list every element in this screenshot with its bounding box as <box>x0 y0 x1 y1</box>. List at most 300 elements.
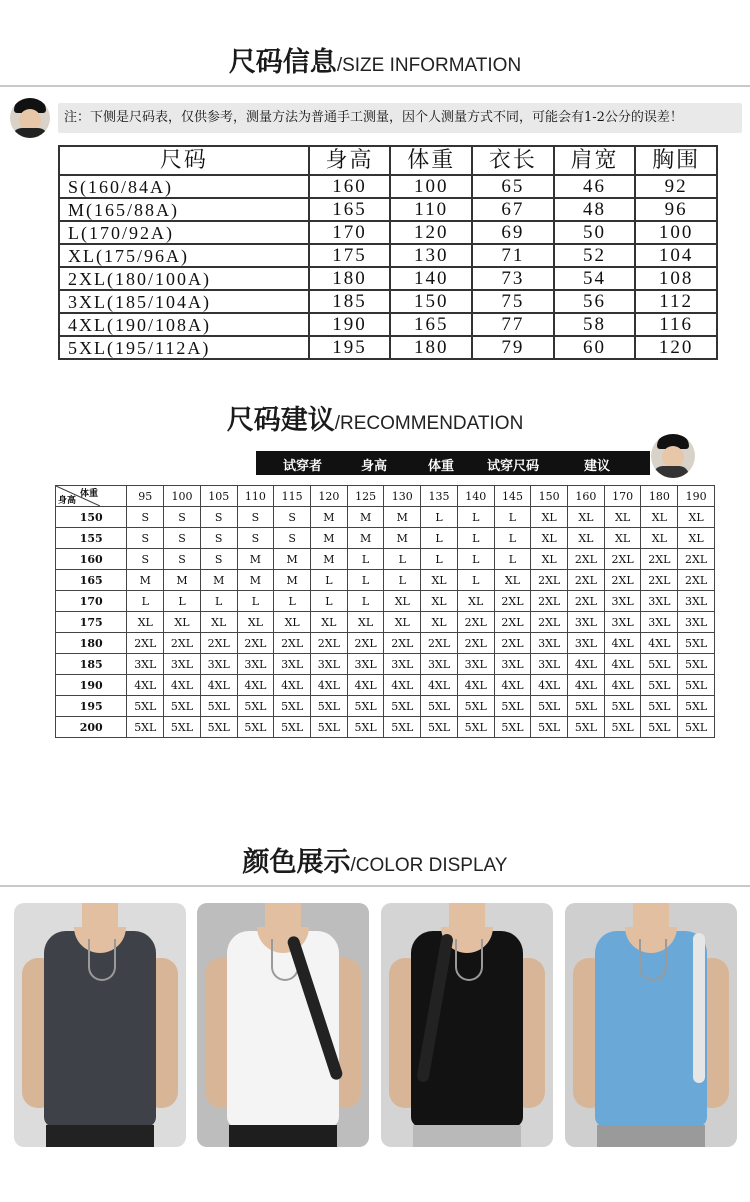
table-row <box>56 549 715 570</box>
size-value-cell: 60 <box>554 336 636 359</box>
recommended-size-cell: 5XL <box>164 696 201 717</box>
recommended-size-cell: 5XL <box>237 717 274 738</box>
height-header-cell: 190 <box>56 675 127 696</box>
recommended-size-cell: S <box>127 528 164 549</box>
color-display-title-cn: 颜色展示 <box>242 847 351 878</box>
recommended-size-cell: 5XL <box>568 696 605 717</box>
size-value-cell: 75 <box>472 290 554 313</box>
recommended-size-cell: L <box>164 591 201 612</box>
size-value-cell: 56 <box>554 290 636 313</box>
weight-header-cell: 110 <box>237 486 274 507</box>
recommended-size-cell: 2XL <box>494 591 531 612</box>
size-label-cell: XL(175/96A) <box>59 244 309 267</box>
recommended-size-cell: 5XL <box>457 696 494 717</box>
recommended-size-cell: XL <box>678 528 715 549</box>
size-label-cell: M(165/88A) <box>59 198 309 221</box>
recommendation-header-row <box>56 486 715 507</box>
shirt-shape <box>12 128 48 138</box>
recommended-size-cell: XL <box>531 507 568 528</box>
size-value-cell: 190 <box>309 313 391 336</box>
recommended-size-cell: M <box>274 549 311 570</box>
size-value-cell: 67 <box>472 198 554 221</box>
recommended-size-cell: L <box>457 570 494 591</box>
recommended-size-cell: 4XL <box>531 675 568 696</box>
recommended-size-cell: S <box>164 528 201 549</box>
recommendation-title <box>0 398 750 437</box>
recommended-size-cell: XL <box>641 528 678 549</box>
recommended-size-cell: 4XL <box>274 675 311 696</box>
recommended-size-cell: XL <box>421 570 458 591</box>
table-row <box>56 570 715 591</box>
recommended-size-cell: XL <box>237 612 274 633</box>
recommended-size-cell: 3XL <box>641 612 678 633</box>
table-row <box>59 244 717 267</box>
recommended-size-cell: L <box>421 528 458 549</box>
recommended-size-cell: 3XL <box>678 591 715 612</box>
height-header-cell: 160 <box>56 549 127 570</box>
size-value-cell: 104 <box>635 244 717 267</box>
recommended-size-cell: 4XL <box>604 654 641 675</box>
size-value-cell: 65 <box>472 175 554 198</box>
table-row <box>56 675 715 696</box>
recommended-size-cell: 5XL <box>641 654 678 675</box>
table-row <box>56 717 715 738</box>
table-row <box>56 696 715 717</box>
weight-header-cell: 115 <box>274 486 311 507</box>
recommended-size-cell: 4XL <box>421 675 458 696</box>
recommended-size-cell: L <box>347 591 384 612</box>
recommended-size-cell: 3XL <box>274 654 311 675</box>
recommended-size-cell: 5XL <box>237 696 274 717</box>
recommended-size-cell: XL <box>678 507 715 528</box>
recommended-size-cell: 2XL <box>274 633 311 654</box>
recommended-size-cell: XL <box>164 612 201 633</box>
recommended-size-cell: 5XL <box>311 696 348 717</box>
size-value-cell: 73 <box>472 267 554 290</box>
necklace-shape <box>455 939 483 981</box>
recommended-size-cell: XL <box>457 591 494 612</box>
weight-header-cell: 130 <box>384 486 421 507</box>
recommended-size-cell: 5XL <box>274 717 311 738</box>
weight-header-cell: 100 <box>164 486 201 507</box>
recommended-size-cell: L <box>457 549 494 570</box>
weight-header-cell: 170 <box>604 486 641 507</box>
size-table-header-cell: 胸围 <box>635 146 717 175</box>
recommended-size-cell: 2XL <box>531 612 568 633</box>
height-header-cell: 195 <box>56 696 127 717</box>
weight-header-cell: 160 <box>568 486 605 507</box>
recommended-size-cell: XL <box>568 507 605 528</box>
recommended-size-cell: L <box>384 549 421 570</box>
size-value-cell: 130 <box>390 244 472 267</box>
recommended-size-cell: 5XL <box>421 696 458 717</box>
recommended-size-cell: 3XL <box>457 654 494 675</box>
recommended-size-cell: L <box>421 549 458 570</box>
recommended-size-cell: 2XL <box>678 570 715 591</box>
note-strip <box>10 96 742 140</box>
bar-label-suggestion: 建议 <box>584 459 611 474</box>
necklace-shape <box>88 939 116 981</box>
recommended-size-cell: 2XL <box>568 549 605 570</box>
recommended-size-cell: 5XL <box>678 696 715 717</box>
recommended-size-cell: S <box>164 549 201 570</box>
recommended-size-cell: 4XL <box>200 675 237 696</box>
recommended-size-cell: 4XL <box>604 633 641 654</box>
recommended-size-cell: 5XL <box>127 717 164 738</box>
recommended-size-cell: S <box>200 528 237 549</box>
recommended-size-cell: S <box>127 549 164 570</box>
recommended-size-cell: 5XL <box>494 717 531 738</box>
divider <box>0 885 750 887</box>
recommended-size-cell: L <box>347 570 384 591</box>
weight-header-cell: 125 <box>347 486 384 507</box>
weight-header-cell: 105 <box>200 486 237 507</box>
size-value-cell: 195 <box>309 336 391 359</box>
recommended-size-cell: XL <box>311 612 348 633</box>
recommended-size-cell: 5XL <box>641 675 678 696</box>
color-display-title <box>0 840 750 879</box>
recommended-size-cell: XL <box>604 528 641 549</box>
recommended-size-cell: 5XL <box>200 717 237 738</box>
size-value-cell: 108 <box>635 267 717 290</box>
recommendation-table-body <box>56 507 715 738</box>
face-shape <box>662 446 684 468</box>
recommended-size-cell: 4XL <box>127 675 164 696</box>
size-table-header-cell: 肩宽 <box>554 146 636 175</box>
recommended-size-cell: 5XL <box>568 717 605 738</box>
recommended-size-cell: 5XL <box>641 696 678 717</box>
recommended-size-cell: 4XL <box>568 654 605 675</box>
size-table-header-cell: 衣长 <box>472 146 554 175</box>
size-value-cell: 175 <box>309 244 391 267</box>
recommended-size-cell: 2XL <box>568 591 605 612</box>
recommended-size-cell: XL <box>200 612 237 633</box>
recommended-size-cell: 3XL <box>641 591 678 612</box>
size-label-cell: 2XL(180/100A) <box>59 267 309 290</box>
note-text: 注：下侧是尺码表，仅供参考，测量方法为普通手工测量，因个人测量方式不同，可能会有1-2公分的误差！ <box>58 103 742 133</box>
size-table-header-cell: 身高 <box>309 146 391 175</box>
bar-label-tester: 试穿者 <box>283 459 323 474</box>
shirt-shape <box>653 466 689 478</box>
weight-header-cell: 95 <box>127 486 164 507</box>
height-header-cell: 150 <box>56 507 127 528</box>
size-value-cell: 160 <box>309 175 391 198</box>
recommended-size-cell: XL <box>384 591 421 612</box>
size-value-cell: 71 <box>472 244 554 267</box>
color-photo[interactable] <box>14 903 186 1147</box>
table-row <box>59 336 717 359</box>
recommended-size-cell: L <box>494 549 531 570</box>
size-value-cell: 165 <box>390 313 472 336</box>
recommended-size-cell: 2XL <box>568 570 605 591</box>
pants-shape <box>413 1125 521 1147</box>
recommended-size-cell: XL <box>531 528 568 549</box>
size-label-cell: S(160/84A) <box>59 175 309 198</box>
recommended-size-cell: M <box>274 570 311 591</box>
bar-label-height: 身高 <box>361 459 388 474</box>
recommended-size-cell: 2XL <box>164 633 201 654</box>
recommended-size-cell: 4XL <box>641 633 678 654</box>
size-table-header-cell: 尺码 <box>59 146 309 175</box>
recommended-size-cell: M <box>384 528 421 549</box>
table-row <box>56 507 715 528</box>
size-table <box>58 145 718 360</box>
size-value-cell: 116 <box>635 313 717 336</box>
weight-header-cell: 145 <box>494 486 531 507</box>
recommended-size-cell: L <box>274 591 311 612</box>
recommended-size-cell: 2XL <box>641 549 678 570</box>
recommended-size-cell: 5XL <box>641 717 678 738</box>
table-row <box>59 221 717 244</box>
recommended-size-cell: 3XL <box>494 654 531 675</box>
table-row <box>56 654 715 675</box>
size-value-cell: 140 <box>390 267 472 290</box>
size-value-cell: 46 <box>554 175 636 198</box>
size-value-cell: 100 <box>635 221 717 244</box>
recommendation-header-bar <box>256 451 650 475</box>
recommended-size-cell: M <box>237 549 274 570</box>
recommended-size-cell: 2XL <box>604 549 641 570</box>
recommended-size-cell: M <box>127 570 164 591</box>
recommended-size-cell: M <box>164 570 201 591</box>
recommended-size-cell: L <box>237 591 274 612</box>
recommended-size-cell: XL <box>421 591 458 612</box>
recommended-size-cell: M <box>311 507 348 528</box>
recommended-size-cell: 3XL <box>164 654 201 675</box>
size-value-cell: 165 <box>309 198 391 221</box>
weight-header-cell: 150 <box>531 486 568 507</box>
recommended-size-cell: 2XL <box>494 633 531 654</box>
recommended-size-cell: 3XL <box>384 654 421 675</box>
size-label-cell: 5XL(195/112A) <box>59 336 309 359</box>
pants-shape <box>46 1125 154 1147</box>
weight-header-cell: 140 <box>457 486 494 507</box>
corner-height-label: 身高 <box>58 496 77 506</box>
color-photo[interactable] <box>197 903 369 1147</box>
recommended-size-cell: 4XL <box>384 675 421 696</box>
weight-header-cell: 135 <box>421 486 458 507</box>
divider <box>0 85 750 87</box>
recommended-size-cell: 4XL <box>347 675 384 696</box>
recommended-size-cell: 2XL <box>678 549 715 570</box>
recommended-size-cell: L <box>127 591 164 612</box>
corner-cell <box>56 486 127 507</box>
size-table-header-cell: 体重 <box>390 146 472 175</box>
recommended-size-cell: 4XL <box>237 675 274 696</box>
recommended-size-cell: XL <box>568 528 605 549</box>
pants-shape <box>229 1125 337 1147</box>
recommended-size-cell: S <box>274 528 311 549</box>
recommendation-table <box>55 485 715 738</box>
recommended-size-cell: 2XL <box>200 633 237 654</box>
size-value-cell: 150 <box>390 290 472 313</box>
recommended-size-cell: M <box>384 507 421 528</box>
size-value-cell: 180 <box>390 336 472 359</box>
recommended-size-cell: 3XL <box>127 654 164 675</box>
recommended-size-cell: 3XL <box>421 654 458 675</box>
size-value-cell: 185 <box>309 290 391 313</box>
recommended-size-cell: S <box>237 507 274 528</box>
recommended-size-cell: 5XL <box>494 696 531 717</box>
recommended-size-cell: S <box>200 549 237 570</box>
recommended-size-cell: M <box>347 528 384 549</box>
recommended-size-cell: 5XL <box>200 696 237 717</box>
recommended-size-cell: 4XL <box>494 675 531 696</box>
recommended-size-cell: L <box>311 570 348 591</box>
recommended-size-cell: XL <box>604 507 641 528</box>
recommended-size-cell: M <box>200 570 237 591</box>
size-value-cell: 58 <box>554 313 636 336</box>
size-value-cell: 120 <box>390 221 472 244</box>
table-row <box>59 313 717 336</box>
recommended-size-cell: 3XL <box>200 654 237 675</box>
size-value-cell: 96 <box>635 198 717 221</box>
recommendation-title-cn: 尺码建议 <box>226 405 335 436</box>
table-row <box>56 612 715 633</box>
size-label-cell: 4XL(190/108A) <box>59 313 309 336</box>
size-value-cell: 50 <box>554 221 636 244</box>
recommended-size-cell: S <box>127 507 164 528</box>
recommended-size-cell: XL <box>384 612 421 633</box>
table-row <box>56 528 715 549</box>
recommended-size-cell: 5XL <box>421 717 458 738</box>
weight-header-cell: 180 <box>641 486 678 507</box>
recommended-size-cell: L <box>457 528 494 549</box>
avatar <box>651 434 695 478</box>
recommended-size-cell: 2XL <box>311 633 348 654</box>
recommended-size-cell: 5XL <box>384 717 421 738</box>
size-label-cell: L(170/92A) <box>59 221 309 244</box>
recommended-size-cell: 4XL <box>568 675 605 696</box>
height-header-cell: 200 <box>56 717 127 738</box>
size-value-cell: 170 <box>309 221 391 244</box>
recommended-size-cell: S <box>200 507 237 528</box>
necklace-shape <box>639 939 667 981</box>
recommended-size-cell: XL <box>641 507 678 528</box>
recommended-size-cell: 3XL <box>531 654 568 675</box>
recommended-size-cell: 3XL <box>568 633 605 654</box>
recommended-size-cell: 3XL <box>347 654 384 675</box>
recommended-size-cell: M <box>311 549 348 570</box>
recommended-size-cell: 2XL <box>127 633 164 654</box>
recommended-size-cell: 2XL <box>421 633 458 654</box>
recommended-size-cell: M <box>347 507 384 528</box>
recommended-size-cell: XL <box>531 549 568 570</box>
recommended-size-cell: 2XL <box>237 633 274 654</box>
recommended-size-cell: L <box>457 507 494 528</box>
weight-header-cell: 190 <box>678 486 715 507</box>
table-row <box>59 267 717 290</box>
recommended-size-cell: L <box>494 507 531 528</box>
recommended-size-cell: M <box>237 570 274 591</box>
recommended-size-cell: 3XL <box>604 612 641 633</box>
size-value-cell: 69 <box>472 221 554 244</box>
bar-label-tried-size: 试穿尺码 <box>487 459 540 474</box>
recommendation-title-en: /RECOMMENDATION <box>334 413 524 434</box>
avatar <box>10 98 50 138</box>
recommended-size-cell: 5XL <box>678 675 715 696</box>
recommended-size-cell: 5XL <box>604 717 641 738</box>
size-value-cell: 110 <box>390 198 472 221</box>
recommended-size-cell: 4XL <box>164 675 201 696</box>
size-value-cell: 48 <box>554 198 636 221</box>
backpack-strap-shape <box>693 933 705 1083</box>
recommended-size-cell: 2XL <box>347 633 384 654</box>
size-value-cell: 52 <box>554 244 636 267</box>
recommended-size-cell: 2XL <box>604 570 641 591</box>
recommended-size-cell: 4XL <box>604 675 641 696</box>
size-info-title-en: /SIZE INFORMATION <box>336 55 522 76</box>
bar-label-weight: 体重 <box>428 459 455 474</box>
recommended-size-cell: 3XL <box>311 654 348 675</box>
recommended-size-cell: 5XL <box>347 696 384 717</box>
recommended-size-cell: 2XL <box>531 570 568 591</box>
table-row <box>59 175 717 198</box>
size-table-body <box>59 175 717 359</box>
size-value-cell: 112 <box>635 290 717 313</box>
recommended-size-cell: L <box>384 570 421 591</box>
recommended-size-cell: 3XL <box>604 591 641 612</box>
recommended-size-cell: S <box>164 507 201 528</box>
recommended-size-cell: 5XL <box>457 717 494 738</box>
recommended-size-cell: 5XL <box>274 696 311 717</box>
recommended-size-cell: 5XL <box>604 696 641 717</box>
recommended-size-cell: 4XL <box>457 675 494 696</box>
recommended-size-cell: 2XL <box>531 591 568 612</box>
recommended-size-cell: 5XL <box>678 654 715 675</box>
recommended-size-cell: 3XL <box>237 654 274 675</box>
table-row <box>56 591 715 612</box>
recommended-size-cell: 3XL <box>678 612 715 633</box>
recommended-size-cell: XL <box>274 612 311 633</box>
weight-header-cell: 120 <box>311 486 348 507</box>
recommended-size-cell: S <box>237 528 274 549</box>
table-row <box>56 633 715 654</box>
color-photo[interactable] <box>565 903 737 1147</box>
color-photo[interactable] <box>381 903 553 1147</box>
color-photos <box>14 903 734 1147</box>
height-header-cell: 185 <box>56 654 127 675</box>
recommended-size-cell: XL <box>127 612 164 633</box>
color-display-title-en: /COLOR DISPLAY <box>350 855 508 876</box>
recommended-size-cell: 5XL <box>311 717 348 738</box>
recommended-size-cell: XL <box>494 570 531 591</box>
recommended-size-cell: 4XL <box>311 675 348 696</box>
recommended-size-cell: 5XL <box>531 696 568 717</box>
size-value-cell: 180 <box>309 267 391 290</box>
height-header-cell: 165 <box>56 570 127 591</box>
recommended-size-cell: S <box>274 507 311 528</box>
recommended-size-cell: 5XL <box>347 717 384 738</box>
recommended-size-cell: XL <box>347 612 384 633</box>
recommended-size-cell: 5XL <box>384 696 421 717</box>
diagonal-header <box>56 486 100 506</box>
recommended-size-cell: 5XL <box>678 633 715 654</box>
recommended-size-cell: L <box>494 528 531 549</box>
height-header-cell: 170 <box>56 591 127 612</box>
size-value-cell: 77 <box>472 313 554 336</box>
recommended-size-cell: 2XL <box>641 570 678 591</box>
recommended-size-cell: L <box>421 507 458 528</box>
recommended-size-cell: L <box>200 591 237 612</box>
size-value-cell: 100 <box>390 175 472 198</box>
height-header-cell: 155 <box>56 528 127 549</box>
recommended-size-cell: M <box>311 528 348 549</box>
recommended-size-cell: 2XL <box>384 633 421 654</box>
size-info-title <box>0 40 750 79</box>
height-header-cell: 180 <box>56 633 127 654</box>
recommended-size-cell: 5XL <box>164 717 201 738</box>
